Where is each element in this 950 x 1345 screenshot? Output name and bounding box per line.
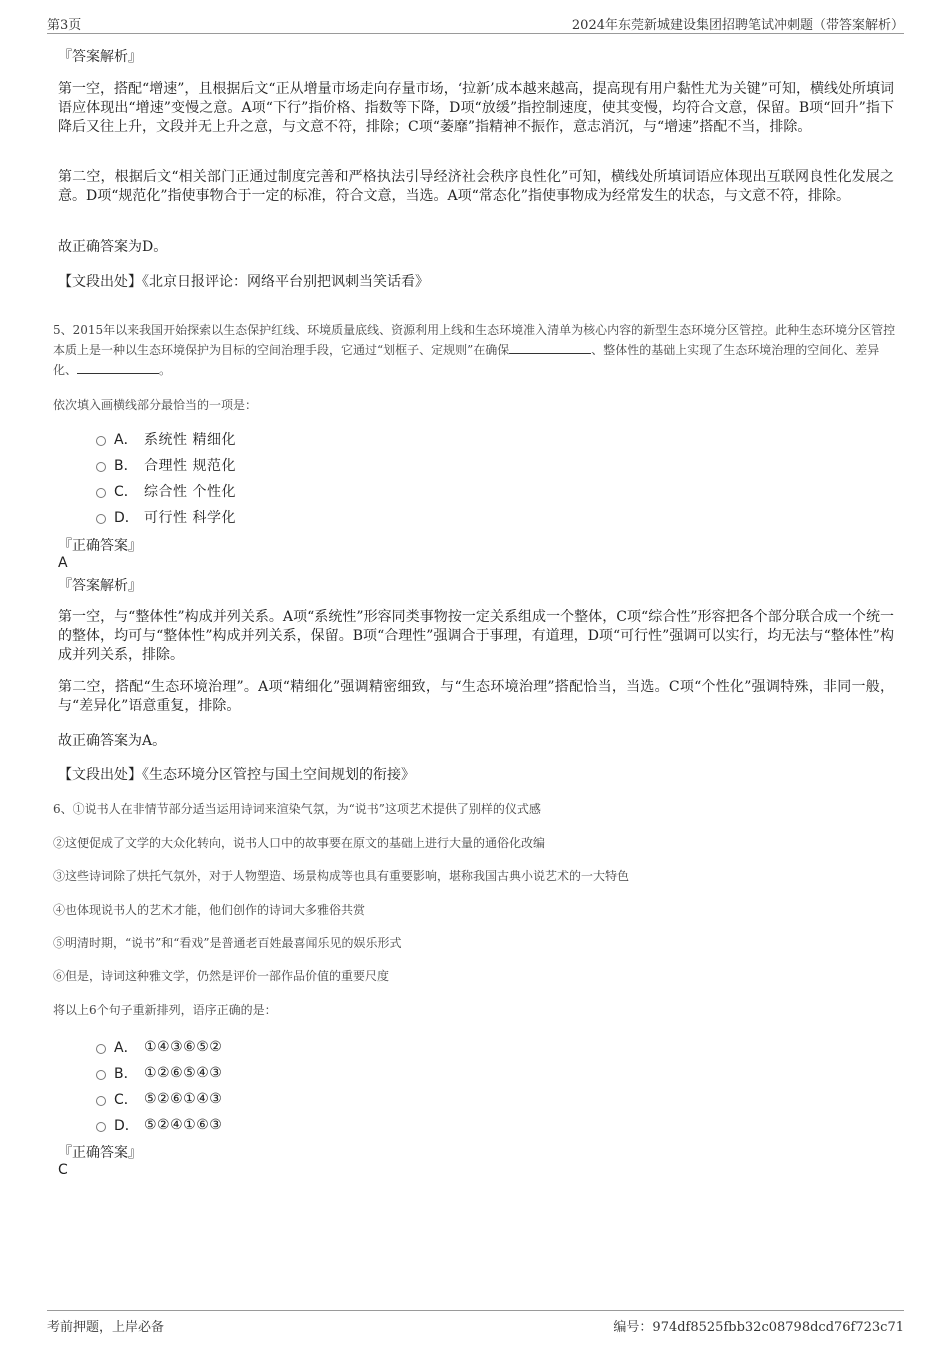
option-letter: A．: [114, 432, 138, 448]
q6-option-a[interactable]: [96, 1036, 222, 1058]
page-header: [47, 14, 904, 34]
radio-icon[interactable]: [96, 1096, 106, 1106]
q6-sentence-5: ⑤明清时期，“说书”和“看戏”是普通老百姓最喜闻乐见的娱乐形式: [53, 936, 402, 950]
option-text: ①②⑥⑤④③: [144, 1065, 223, 1081]
option-text: 可行性 科学化: [144, 510, 236, 526]
q4-analysis-para1: 第一空，搭配“增速”，且根据后文“正从增量市场走向存量市场，‘拉新’成本越来越高，提高现有用户黏性尤为关键”可知，横线处所填词语应体现出“增速”变慢之意。A项“下行”指价格、指数等下降，D项“放缓”指控制速度，使其变慢，均符合文意，保留。B项“回升”指下降后又往上升，文段并无上升之意，与文意不符，排除；C项“萎靡”指精神不振作，意志消沉，与“增速”搭配不当，排除。: [58, 81, 894, 135]
q5-analysis-para1: 第一空，与“整体性”构成并列关系。A项“系统性”形容同类事物按一定关系组成一个整体，C项“综合性”形容把各个部分联合成一个统一的整体，均可与“整体性”构成并列关系，保留。B项“合理性”强调合于事理，有道理，D项“可行性”强调可以实行，均无法与“整体性”构成并列关系，排除。: [58, 609, 894, 663]
footer-serial: 编号：974df8525fbb32c08798dcd76f723c71: [613, 1320, 904, 1335]
q5-option-d[interactable]: [96, 506, 236, 528]
radio-icon[interactable]: [96, 488, 106, 498]
option-letter: D．: [114, 1118, 139, 1134]
q5-stem-part2: 、整体性的基础上实现了生态环境治理的空间化、差异化、: [53, 343, 880, 377]
q6-correct-value: C: [58, 1162, 68, 1178]
option-letter: C．: [114, 484, 138, 500]
radio-icon[interactable]: [96, 1122, 106, 1132]
q4-analysis-para2: 第二空，根据后文“相关部门正通过制度完善和严格执法引导经济社会秩序良性化”可知，横线处所填词语应体现出互联网良性化发展之意。D项“规范化”指使事物合于一定的标准，符合文意，当选。A项“常态化”指使事物成为经常发生的状态，与文意不符，排除。: [58, 169, 894, 204]
option-letter: D．: [114, 510, 139, 526]
option-text: 合理性 规范化: [144, 458, 236, 474]
option-text: ⑤②⑥①④③: [144, 1091, 223, 1107]
q4-conclusion: 故正确答案为D。: [58, 239, 168, 255]
q5-conclusion: 故正确答案为A。: [58, 733, 167, 749]
q5-analysis-label: 『答案解析』: [58, 578, 142, 594]
q6-sentence-4: ④也体现说书人的艺术才能，他们创作的诗词大多雅俗共赏: [53, 903, 366, 917]
option-letter: C．: [114, 1092, 138, 1108]
q6-stem: 6、①说书人在非情节部分适当运用诗词来渲染气氛，为“说书”这项艺术提供了别样的仪式感: [53, 802, 541, 816]
q6-option-b[interactable]: [96, 1062, 222, 1084]
q5-option-a[interactable]: [96, 428, 236, 450]
page-footer: [47, 1310, 904, 1334]
q5-source: 【文段出处】《生态环境分区管控与国土空间规划的衔接》: [58, 767, 415, 783]
radio-icon[interactable]: [96, 1070, 106, 1080]
q6-option-c[interactable]: [96, 1088, 222, 1110]
page-number: 第3页: [47, 18, 82, 33]
document-title: 2024年东莞新城建设集团招聘笔试冲刺题（带答案解析）: [571, 18, 904, 33]
q6-option-d[interactable]: [96, 1114, 222, 1136]
q4-source: 【文段出处】《北京日报评论：网络平台别把讽刺当笑话看》: [58, 274, 429, 290]
footer-slogan: 考前押题，上岸必备: [47, 1320, 165, 1335]
q5-instruction: 依次填入画横线部分最恰当的一项是：: [53, 398, 258, 412]
q5-correct-label: 『正确答案』: [58, 538, 142, 554]
option-text: 系统性 精细化: [144, 432, 236, 448]
q5-stem-part1: 5、2015年以来我国开始探索以生态保护红线、环境质量底线、资源利用上线和生态环境准入清单为核心内容的新型生态环境分区管控。此种生态环境分区管控本质上是一种以生态环境保护为目标的空间治理手段，它通过“划框子、定规则”在确保: [53, 323, 896, 357]
radio-icon[interactable]: [96, 1044, 106, 1054]
option-letter: A．: [114, 1040, 138, 1056]
q6-sentence-2: ②这便促成了文学的大众化转向，说书人口中的故事要在原文的基础上进行大量的通俗化改编: [53, 836, 546, 850]
option-text: ①④③⑥⑤②: [144, 1039, 223, 1055]
q5-stem: [53, 320, 898, 380]
q4-analysis-label: 『答案解析』: [58, 49, 142, 65]
radio-icon[interactable]: [96, 436, 106, 446]
q5-analysis-para2: 第二空，搭配“生态环境治理”。A项“精细化”强调精密细致，与“生态环境治理”搭配恰当，当选。C项“个性化”强调特殊，非同一般，与“差异化”语意重复，排除。: [58, 679, 894, 714]
q5-stem-part3: 。: [159, 363, 172, 377]
q5-blank-1: [509, 342, 591, 354]
option-text: ⑤②④①⑥③: [144, 1117, 223, 1133]
option-letter: B．: [114, 1066, 138, 1082]
q5-correct-value: A: [58, 555, 68, 571]
q6-sentence-6: ⑥但是，诗词这种雅文学，仍然是评价一部作品价值的重要尺度: [53, 969, 390, 983]
q5-option-c[interactable]: [96, 480, 236, 502]
q5-option-b[interactable]: [96, 454, 236, 476]
q5-blank-2: [77, 362, 159, 374]
option-text: 综合性 个性化: [144, 484, 236, 500]
q6-sentence-3: ③这些诗词除了烘托气氛外，对于人物塑造、场景构成等也具有重要影响，堪称我国古典小说艺术的一大特色: [53, 869, 630, 883]
radio-icon[interactable]: [96, 514, 106, 524]
q6-instruction: 将以上6个句子重新排列，语序正确的是：: [53, 1003, 277, 1017]
q6-correct-label: 『正确答案』: [58, 1145, 142, 1161]
radio-icon[interactable]: [96, 462, 106, 472]
option-letter: B．: [114, 458, 138, 474]
